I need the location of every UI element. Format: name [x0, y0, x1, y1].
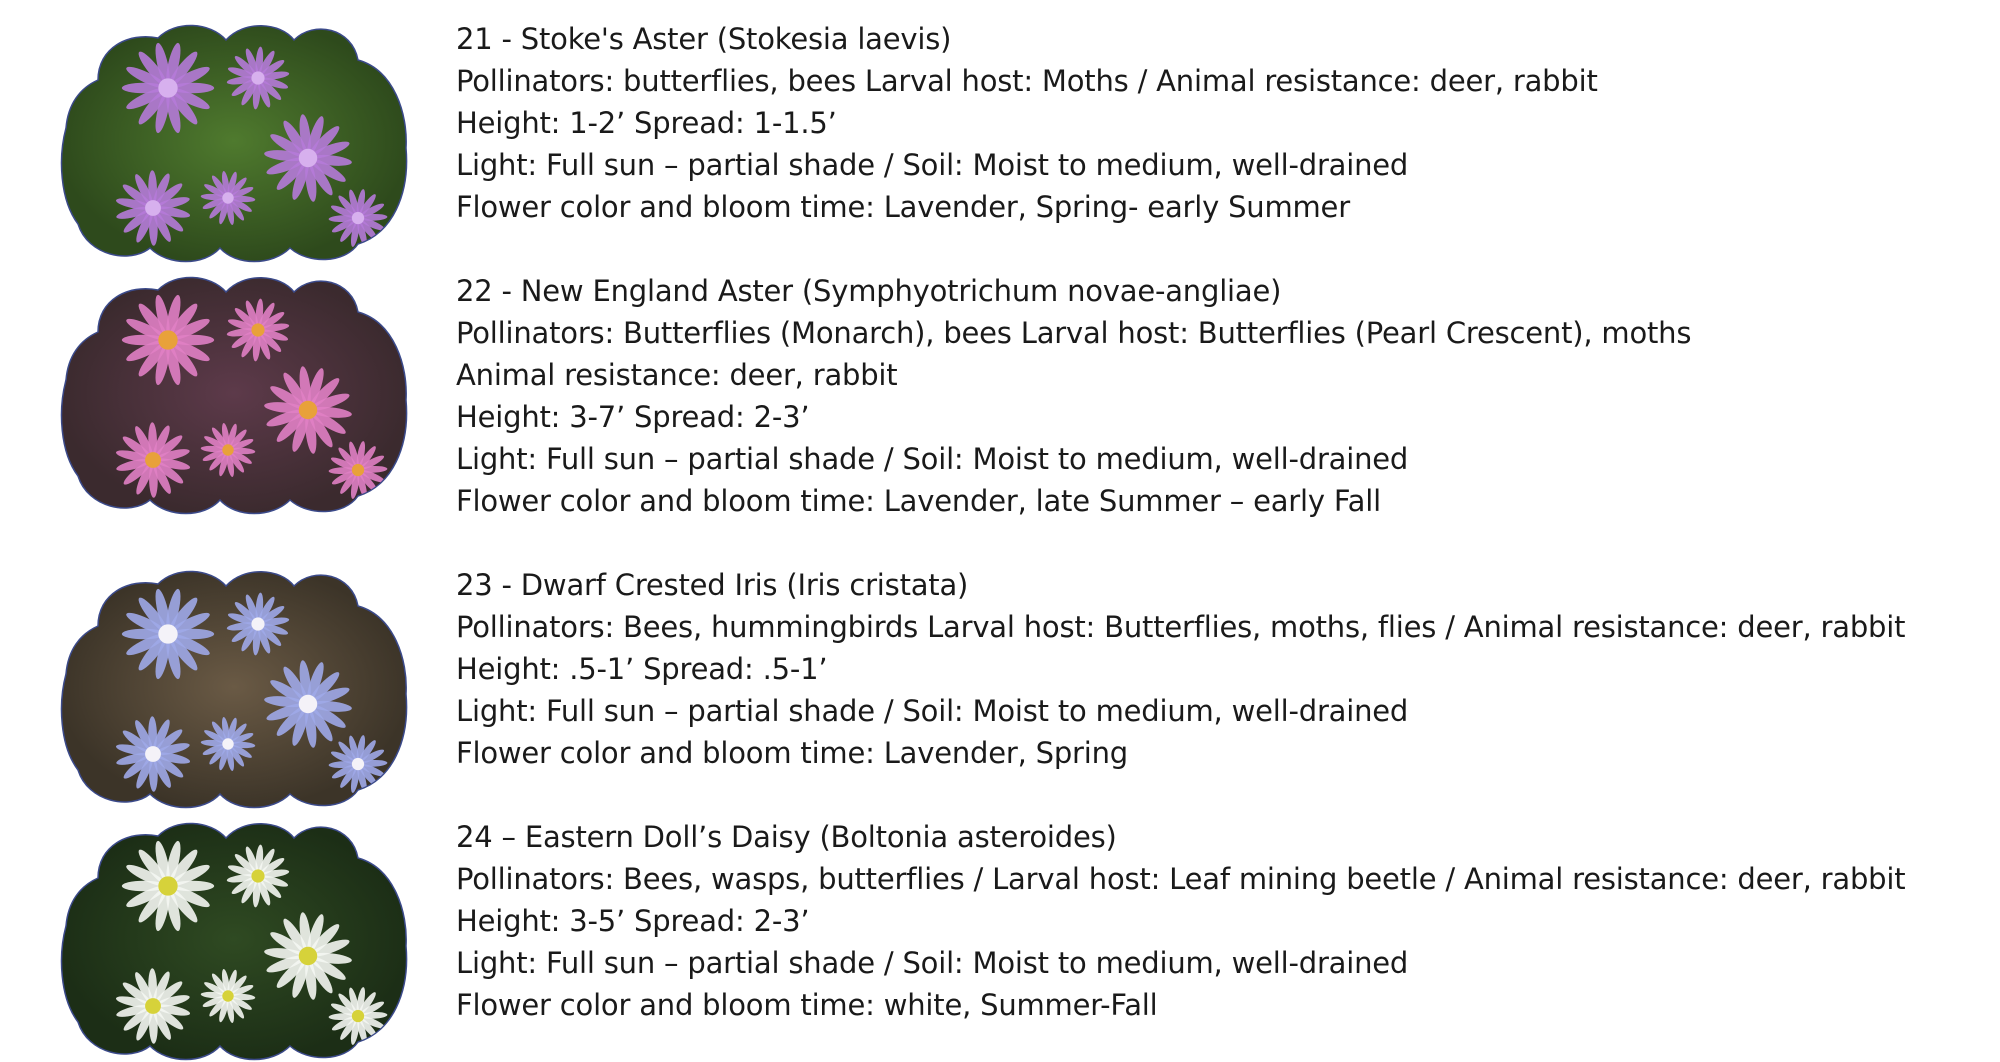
plant-description [456, 270, 1956, 522]
plant-photo [58, 270, 410, 516]
plant-detail-line: Height: 1-2’ Spread: 1-1.5’ [456, 106, 837, 140]
plant-detail-line: Pollinators: Butterflies (Monarch), bees Larval host: Butterflies (Pearl Crescent), moths [456, 316, 1692, 350]
plant-detail-line: Height: 3-5’ Spread: 2-3’ [456, 904, 810, 938]
plant-detail-line: Light: Full sun – partial shade / Soil: Moist to medium, well-drained [456, 946, 1409, 980]
plant-title: 21 - Stoke's Aster (Stokesia laevis) [456, 22, 952, 56]
plant-description [456, 816, 1956, 1026]
plant-description [456, 18, 1956, 228]
plant-detail-line: Pollinators: butterflies, bees Larval host: Moths / Animal resistance: deer, rabbit [456, 64, 1598, 98]
plant-entry [0, 252, 2000, 518]
plant-detail-line: Flower color and bloom time: white, Summer-Fall [456, 988, 1158, 1022]
plant-title: 24 – Eastern Doll’s Daisy (Boltonia asteroides) [456, 820, 1117, 854]
plant-detail-line: Light: Full sun – partial shade / Soil: Moist to medium, well-drained [456, 442, 1409, 476]
plant-detail-line: Height: 3-7’ Spread: 2-3’ [456, 400, 810, 434]
plant-entry [0, 798, 2000, 1048]
plant-detail-line: Pollinators: Bees, hummingbirds Larval host: Butterflies, moths, flies / Animal resistance: deer, rabbit [456, 610, 1906, 644]
plant-detail-line: Light: Full sun – partial shade / Soil: Moist to medium, well-drained [456, 148, 1409, 182]
plant-title: 23 - Dwarf Crested Iris (Iris cristata) [456, 568, 969, 602]
plant-detail-line: Flower color and bloom time: Lavender, Spring- early Summer [456, 190, 1350, 224]
plant-detail-line: Flower color and bloom time: Lavender, Spring [456, 736, 1129, 770]
plant-entry [0, 0, 2000, 250]
plant-description [456, 564, 1956, 774]
plant-photo [58, 18, 410, 264]
plant-photo [58, 564, 410, 810]
plant-title: 22 - New England Aster (Symphyotrichum novae-angliae) [456, 274, 1282, 308]
plant-detail-line: Light: Full sun – partial shade / Soil: Moist to medium, well-drained [456, 694, 1409, 728]
plant-detail-line: Flower color and bloom time: Lavender, late Summer – early Fall [456, 484, 1381, 518]
plant-detail-line: Pollinators: Bees, wasps, butterflies / Larval host: Leaf mining beetle / Animal resistance: deer, rabbit [456, 862, 1906, 896]
plant-detail-line: Height: .5-1’ Spread: .5-1’ [456, 652, 828, 686]
plant-entry [0, 546, 2000, 796]
plant-detail-line: Animal resistance: deer, rabbit [456, 358, 898, 392]
plant-photo [58, 816, 410, 1062]
